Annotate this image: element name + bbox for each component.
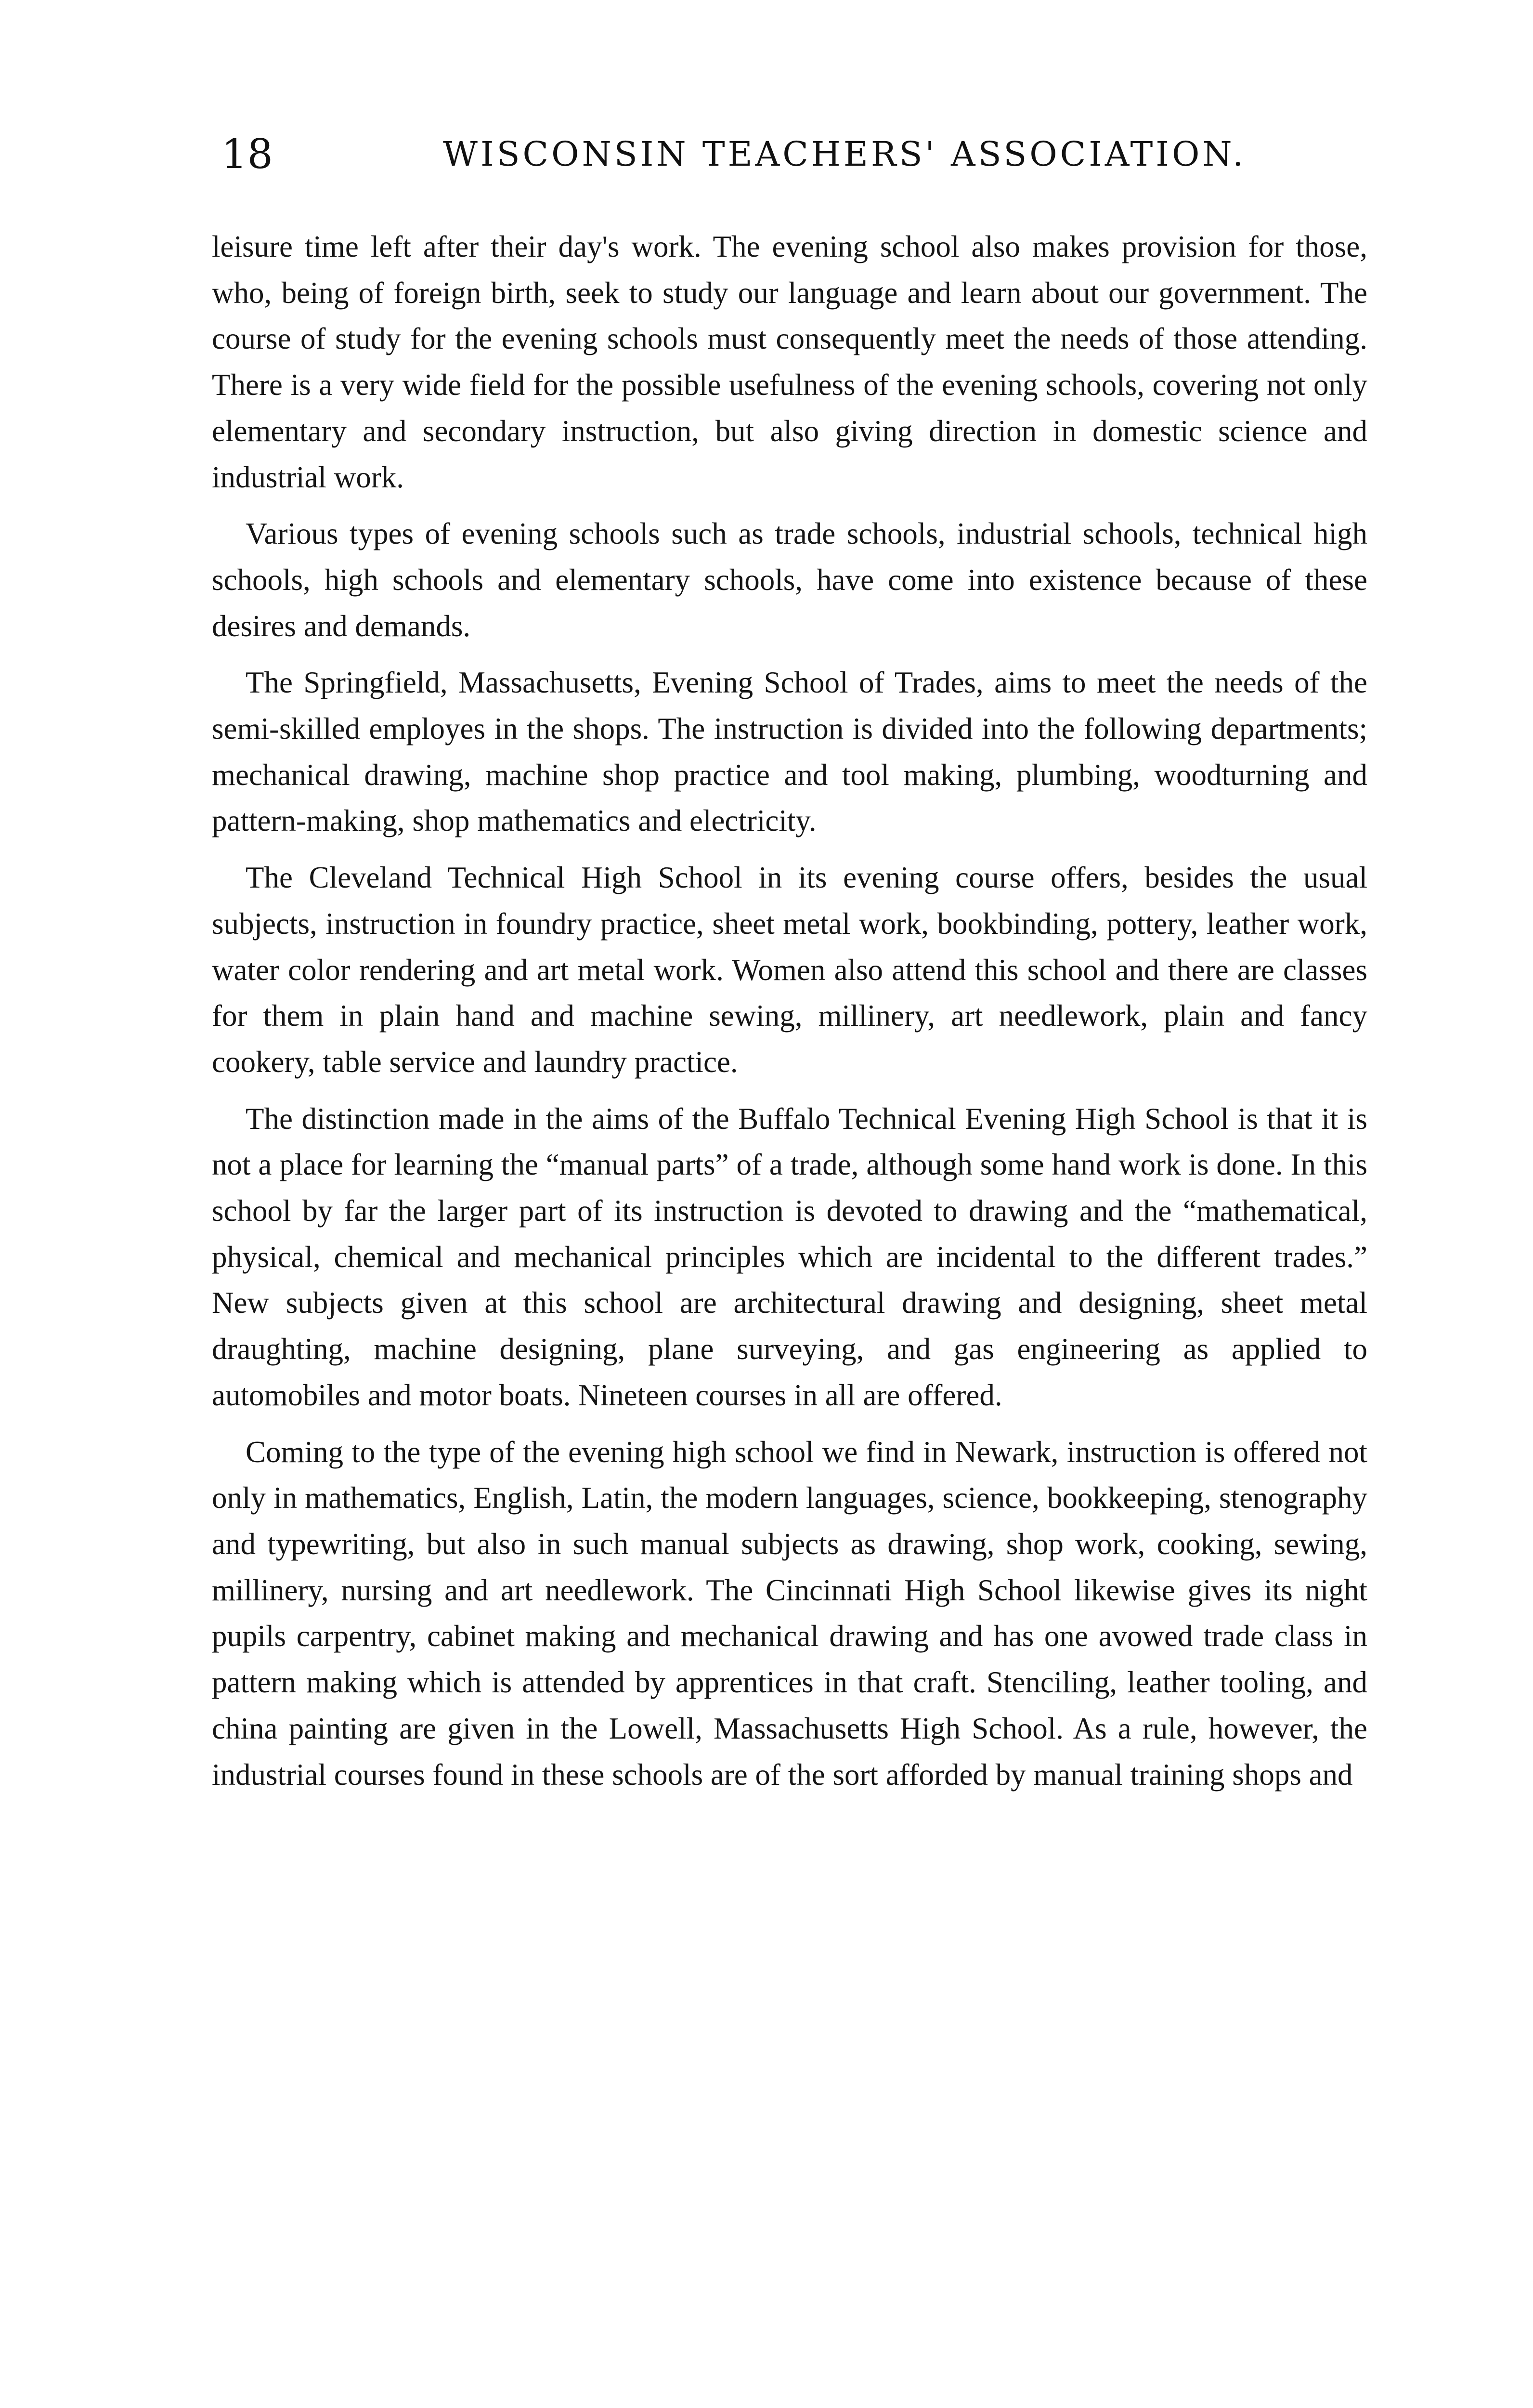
running-title: WISCONSIN TEACHERS' ASSOCIATION. — [443, 134, 1247, 174]
paragraph-2: Various types of evening schools such as trade schools, industrial schools, technical high schools, high schools and elementary schools, have come into existence because of these desires and demands. — [212, 517, 1367, 643]
paragraph-4: The Cleveland Technical High School in its evening course offers, besides the usual subjects, instruction in foundry practice, sheet metal work, bookbinding, pottery, leather work, water color rendering and art metal work. Women also attend this school and there are classes for them in plain hand and machine sewing, millinery, art needlework, plain and fancy cookery, table service and laundry practice. — [212, 861, 1367, 1079]
paragraph-1: leisure time left after their day's work. The evening school also makes provision for those, who, being of foreign birth, seek to study our language and learn about our government. The course of study for the evening schools must consequently meet the needs of those attending. There is a very wide field for the possible usefulness of the evening schools, covering not only elementary and secondary instruction, but also giving direction in domestic science and industrial work. — [212, 230, 1367, 494]
paragraph-6: Coming to the type of the evening high school we find in Newark, instruction is offered not only in mathematics, English, Latin, the modern languages, science, bookkeeping, stenography and typewriting, but also in such manual subjects as drawing, shop work, cooking, sewing, millinery, nursing and art needlework. The Cincinnati High School likewise gives its night pupils carpentry, cabinet making and mechanical drawing and has one avowed trade class in pattern making which is attended by apprentices in that craft. Stenciling, leather tooling, and china painting are given in the Lowell, Massachusetts High School. As a rule, however, the industrial courses found in these schools are of the sort afforded by manual training shops and — [212, 1435, 1367, 1792]
body-text — [212, 224, 1367, 1798]
page-number: 18 — [221, 131, 273, 178]
paragraph-3: The Springfield, Massachusetts, Evening School of Trades, aims to meet the needs of the semi-skilled employes in the shops. The instruction is divided into the following departments; mechanical drawing, machine shop practice and tool making, plumbing, woodturning and pattern-making, shop mathematics and electricity. — [212, 666, 1367, 838]
paragraph-5: The distinction made in the aims of the Buffalo Technical Evening High School is that it is not a place for learning the “manual parts” of a trade, although some hand work is done. In this school by far the larger part of its instruction is devoted to drawing and the “mathematical, physical, chemical and mechanical principles which are incidental to the different trades.” New subjects given at this school are architectural drawing and designing, sheet metal draughting, machine designing, plane surveying, and gas engineering as applied to automobiles and motor boats. Nineteen courses in all are offered. — [212, 1101, 1367, 1412]
page-header — [221, 123, 1372, 185]
